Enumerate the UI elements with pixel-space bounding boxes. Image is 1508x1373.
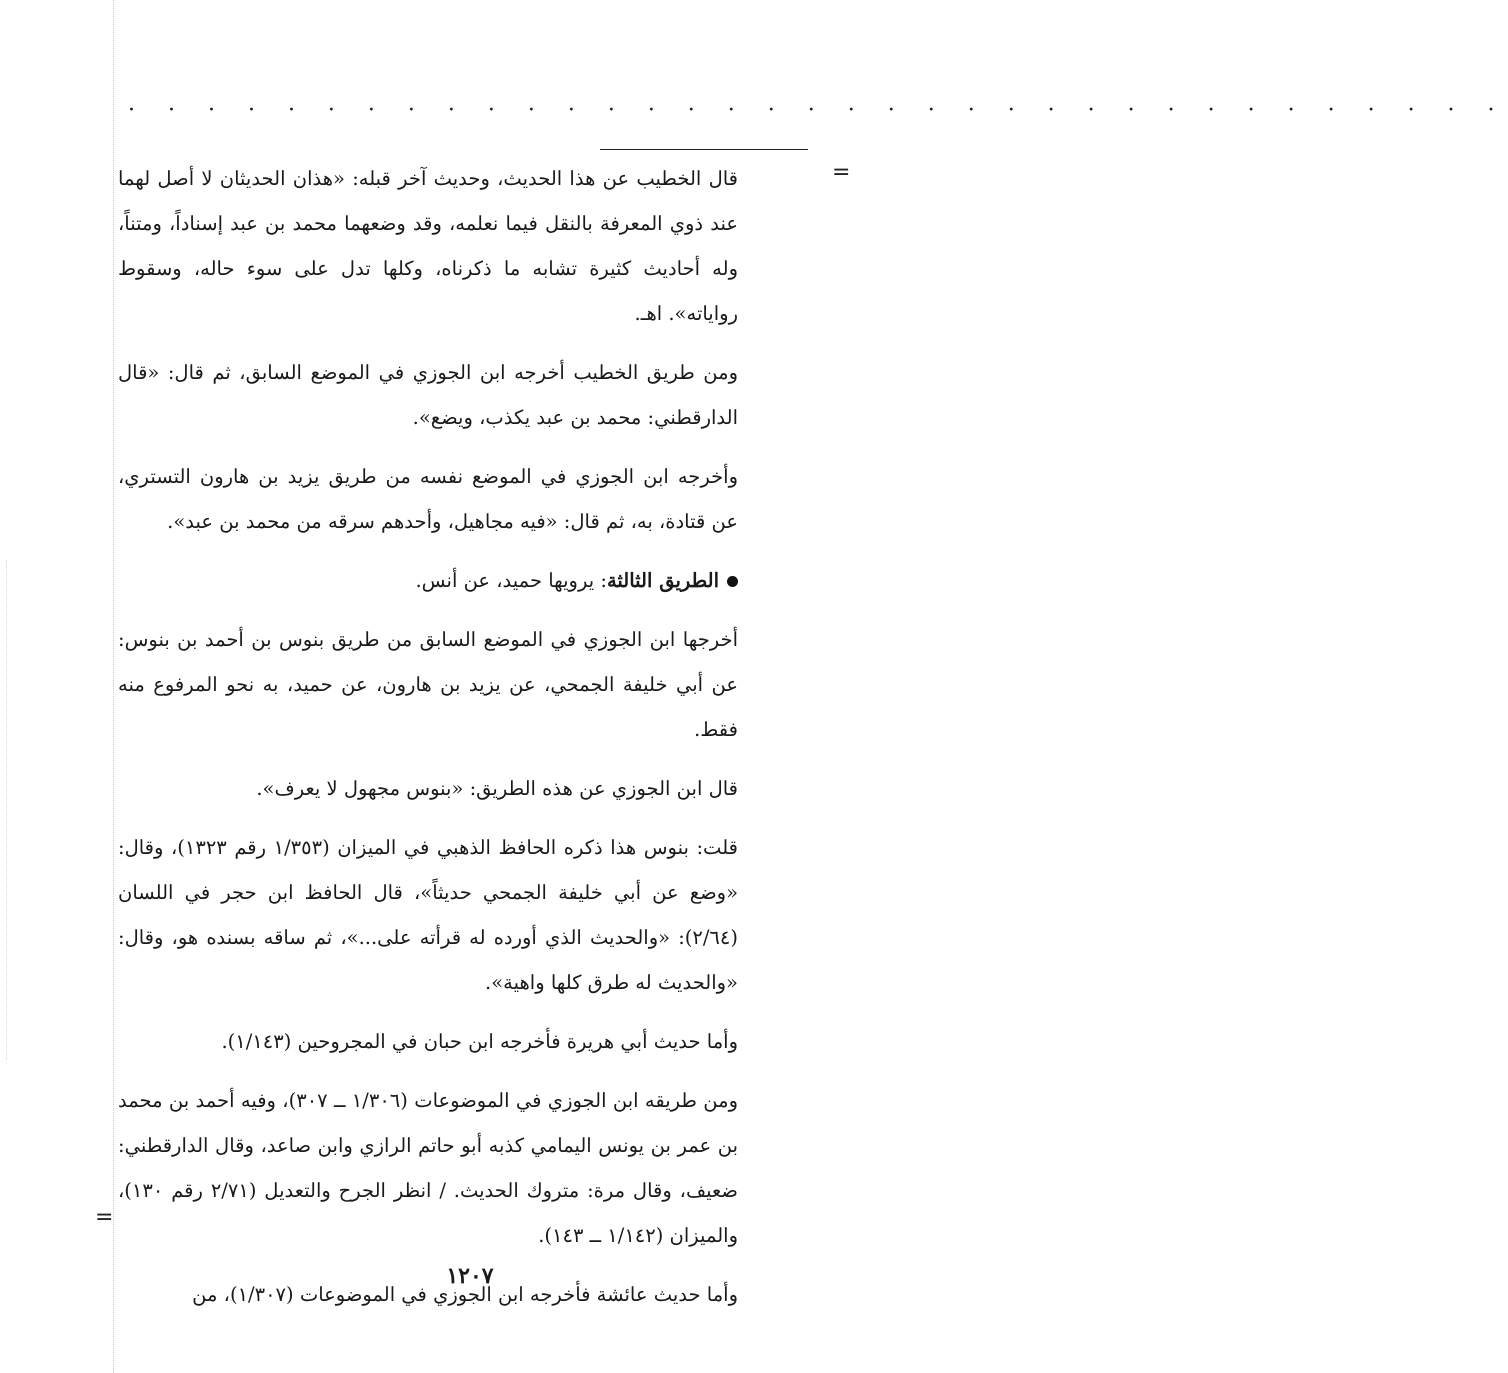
footnote-rule	[600, 149, 808, 150]
paragraph-3: وأخرجه ابن الجوزي في الموضع نفسه من طريق يزيد بن هارون التستري، عن قتادة، به، ثم قال: «فيه مجاهيل، وأحدهم سرقه من محمد بن عبد».	[118, 465, 738, 533]
paragraph-4: أخرجها ابن الجوزي في الموضع السابق من طريق بنوس بن أحمد بن بنوس: عن أبي خليفة الجمحي، عن يزيد بن هارون، عن حميد، به نحو المرفوع منه فقط.	[118, 628, 738, 741]
paragraph-5: قال ابن الجوزي عن هذه الطريق: «بنوس مجهول لا يعرف».	[256, 777, 738, 800]
bullet-icon	[727, 576, 738, 587]
paragraph-8: ومن طريقه ابن الجوزي في الموضوعات (١/٣٠٦ ــ ٣٠٧)، وفيه أحمد بن محمد بن عمر بن يونس اليمامي كذبه أبو حاتم الرازي وابن صاعد، وقال الدارقطني: ضعيف، وقال مرة: متروك الحديث. / انظر الجرح والتعديل (٢/٧١ رقم ١٣٠)، والميزان (١/١٤٢ ــ ١٤٣).	[118, 1089, 738, 1247]
section-heading-text: : يرويها حميد، عن أنس.	[415, 569, 607, 592]
continuation-mark-bottom: =	[95, 1205, 114, 1230]
paragraph-7: وأما حديث أبي هريرة فأخرجه ابن حبان في المجروحين (١/١٤٣).	[221, 1030, 738, 1053]
paragraph-2: ومن طريق الخطيب أخرجه ابن الجوزي في الموضع السابق، ثم قال: «قال الدارقطني: محمد بن عبد يكذب، ويضع».	[118, 361, 738, 429]
page-number: ١٢٠٧	[446, 1263, 494, 1289]
paragraph-9: وأما حديث عائشة فأخرجه ابن الجوزي في الموضوعات (١/٣٠٧)، من	[192, 1283, 738, 1306]
margin-guide-line	[113, 0, 114, 1373]
margin-guide-line-outer	[6, 560, 7, 1060]
paragraph-1: قال الخطيب عن هذا الحديث، وحديث آخر قبله: «هذان الحديثان لا أصل لهما عند ذوي المعرفة بالنقل فيما نعلمه، وقد وضعهما محمد بن عبد إسناداً، ومتناً، وله أحاديث كثيرة تشابه ما ذكرناه، وكلها تدل على سوء حاله، وسقوط رواياته». اهـ.	[118, 167, 738, 325]
section-heading	[118, 558, 738, 603]
section-heading-title: الطريق الثالثة	[606, 569, 719, 592]
paragraph-6: قلت: بنوس هذا ذكره الحافظ الذهبي في الميزان (١/٣٥٣ رقم ١٣٢٣)، وقال: «وضع عن أبي خليفة الجمحي حديثاً»، قال الحافظ ابن حجر في اللسان (٢/٦٤): «والحديث الذي أورده له قرأته على...»، ثم ساقه بسنده هو، وقال: «والحديث له طرق كلها واهية».	[118, 836, 738, 994]
dotted-separator: · · · · · · · · · · · · · · · · · · · · · · · · · · · · · · · · · · ·	[128, 98, 1508, 123]
footnote-text	[118, 156, 738, 1331]
continuation-mark-top: =	[832, 160, 851, 185]
